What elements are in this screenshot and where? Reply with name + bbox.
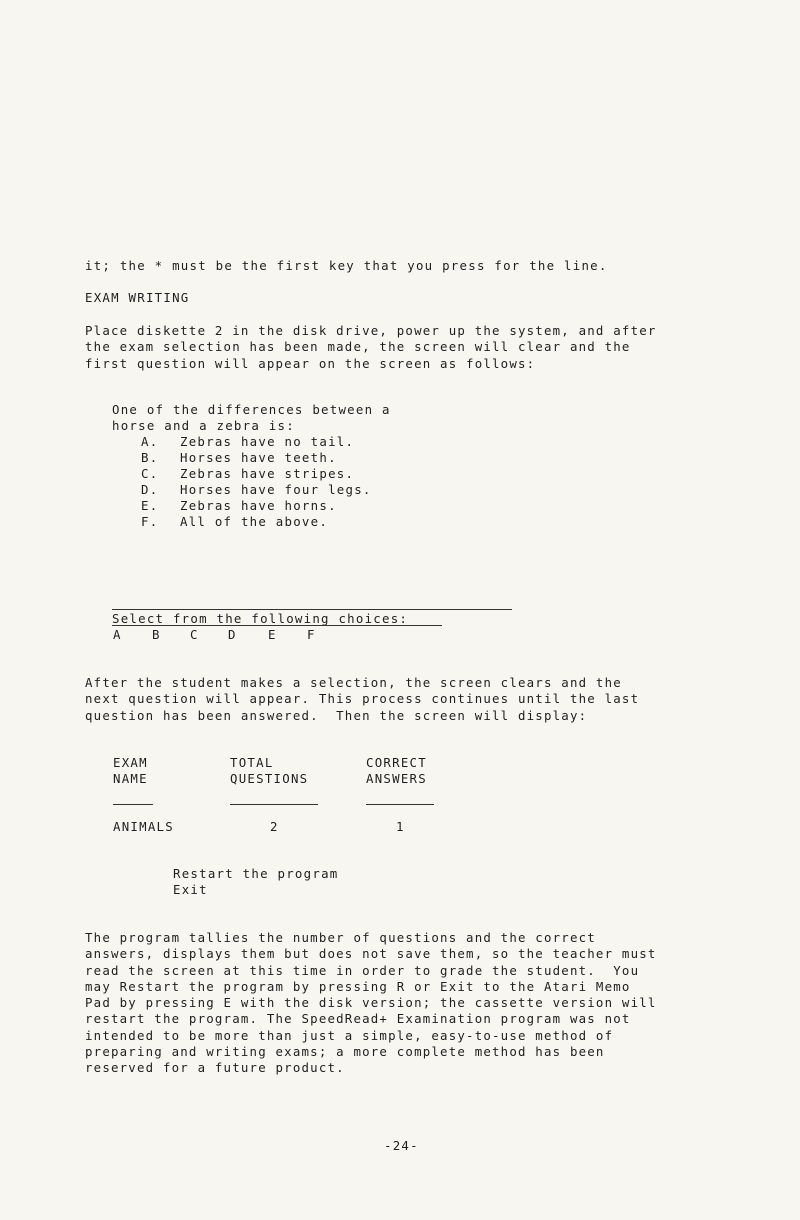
option-letter: A. [141,434,159,449]
after-paragraph [85,675,745,724]
menu-item-exit: Exit [173,882,208,897]
paragraph-line: preparing and writing exams; a more complete method has been [85,1044,605,1060]
option-text: Horses have teeth. [180,450,337,465]
option-letter: E. [141,498,159,513]
column-underline [366,804,434,805]
paragraph-line: restart the program. The SpeedRead+ Examination program was not [85,1011,631,1027]
paragraph-line: may Restart the program by pressing R or Exit to the Atari Memo [85,978,631,994]
paragraph-line: read the screen at this time in order to grade the student. You [85,962,640,978]
option-letter: C. [141,466,159,481]
paragraph-line: Place diskette 2 in the disk drive, power up the system, and after [85,323,657,338]
page-number: -24- [384,1138,419,1153]
paragraph-line: reserved for a future product. [85,1060,345,1076]
paragraph-line: Pad by pressing E with the disk version; the cassette version will [85,995,657,1011]
column-underline [113,804,153,805]
option-letter: D. [141,482,159,497]
col-header-questions: QUESTIONS [230,771,309,786]
paragraph-line: intended to be more than just a simple, easy-to-use method of [85,1027,614,1043]
option-letter: F. [141,514,159,529]
question-text-line: One of the differences between a [112,402,391,417]
paragraph-line: question has been answered. Then the screen will display: [85,707,588,723]
paragraph-line: After the student makes a selection, the screen clears and the [85,675,622,690]
intro-paragraph [85,323,745,372]
col-header-name: NAME [113,771,148,786]
result-exam-name: ANIMALS [113,819,174,834]
choice-d: D [228,627,237,642]
result-total-questions: 2 [270,819,279,834]
menu-item-restart: Restart the program [173,866,339,881]
col-header-exam: EXAM [113,755,148,770]
paragraph-line: answers, displays them but does not save them, so the teacher must [85,946,657,962]
paragraph-line: first question will appear on the screen as follows: [85,355,536,371]
prompt-divider [112,609,512,610]
col-header-total: TOTAL [230,755,274,770]
choice-a: A [113,627,122,642]
choice-b: B [152,627,161,642]
option-text: Zebras have no tail. [180,434,355,449]
question-text-line: horse and a zebra is: [112,418,295,433]
option-letter: B. [141,450,159,465]
column-underline [230,804,318,805]
choice-f: F [307,627,316,642]
closing-paragraph [85,930,745,1077]
paragraph-line: next question will appear. This process continues until the last [85,691,640,707]
col-header-answers: ANSWERS [366,771,427,786]
section-heading: EXAM WRITING [85,290,190,305]
select-prompt: Select from the following choices: [112,611,409,626]
paragraph-line: The program tallies the number of questions and the correct [85,930,596,945]
paragraph-line: the exam selection has been made, the screen will clear and the [85,339,631,355]
option-text: Zebras have stripes. [180,466,355,481]
option-text: All of the above. [180,514,329,529]
option-text: Horses have four legs. [180,482,372,497]
continued-text-line: it; the * must be the first key that you press for the line. [85,258,608,273]
prompt-underline [112,625,442,626]
option-text: Zebras have horns. [180,498,337,513]
choice-c: C [190,627,199,642]
col-header-correct: CORRECT [366,755,427,770]
result-correct-answers: 1 [396,819,405,834]
choice-e: E [268,627,277,642]
